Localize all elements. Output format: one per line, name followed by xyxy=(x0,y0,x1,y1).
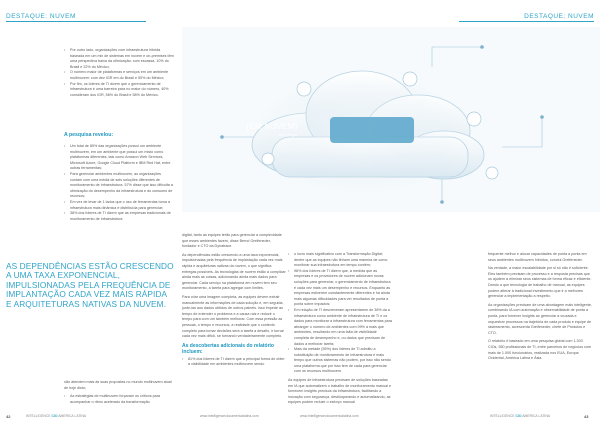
footer-text: AMERICA LATINA xyxy=(522,414,551,418)
paragraph: As equipes de infraestrutura precisam de soluções baseadas em IA que automatizem o trabalho de monitoramento manual e fornecem insights precisos da infraestrutura, facilitando a inovação com segurança, desbloqueando e automatizando, as equipes podem reduzir o esforço manual xyxy=(288,378,392,405)
footer-url-right[interactable]: www.intelligenceciocamericalatina.com xyxy=(300,414,359,418)
list-item: • Em vez de levar de 1 lados que o uso de ferramentas torna a infraestrutura mais dinâmica e distribuída para gerenciar; xyxy=(64,200,174,211)
paragraph: Na verdade, a maior escalabilidade por si só não é suficiente. Eles também precisam de processo e a resposta precisas que os ajudem a eliminar seus sistemas de forma eficaz e eficiente. Dando a que tecnologia de trabalho de manual, as equipes podem alterar à tradicional investimento que ir a melhores gerenciar a implementação a respeito. xyxy=(488,266,592,299)
cloud-network-graphic xyxy=(182,27,600,212)
list-item: • 38% dos líderes de TI dizem que as empresas tradicionais de monitoramento de infraestrutura xyxy=(64,211,174,222)
footer-text: AMERICA LATINA xyxy=(58,414,87,418)
text-column xyxy=(182,233,286,368)
paragraph: digital, tanto as equipes terão para gerenciar a complexidade que esses ambientes fazem, disse Bernd Greifeneder, fundador e CTO da Dynatrace. xyxy=(182,233,282,249)
cloud-technology-illustration xyxy=(182,27,600,212)
list-item: • O número maior de plataformas e serviços em um ambiente multinuvem: com dez IGR em do Brasil e 50% do México; xyxy=(64,70,174,81)
paragraph: As organizações precisam de uma abordagem mais inteligente, combinando IA com automação e observabilidade de ponta a ponta, para fornecer insights ao gerenciar a cruzada e orquestrar processos na trajetória de cada produto e equipe de rastreamento, acrescenta Greifeneder, chefe de Produtos e CTO. xyxy=(488,302,592,335)
list-item: • Por fim, os líderes de TI dizem que o gerenciamento de infraestrutura é uma barreira para no maior do número, 40% consideram dos IGR, 56% do Brasil e 58% do México. xyxy=(64,82,174,99)
survey-bullet-list xyxy=(64,144,174,222)
footer-text: INTELLIGENCE xyxy=(490,414,515,418)
paragraph: O relatório é baseado em uma pesquisa global com 1.303 CIOs, 550 profissionais de TI, entre parceiros de negócios com mais de 1.000 funcionários, realizada nos EUA, Europa Ocidental, América Latina e Ásia. xyxy=(488,339,592,361)
text-column xyxy=(488,252,592,365)
paragraph: frequente melhor e alocar capacidades de ponta a ponta em seus ambientes multinuvem híbridos, conclui Greifeneder. xyxy=(488,252,587,262)
footer-url-left[interactable]: www.intelligenceciocamericalatina.com xyxy=(200,414,259,418)
cloud-title: {EM NUVEM} xyxy=(246,122,298,131)
page-number-left: 42 xyxy=(6,414,11,419)
section-heading: As descobertas adicionais do relatório incluem: xyxy=(182,342,274,355)
section-tag-right: DESTAQUE: NUVEM xyxy=(459,12,594,22)
page-footer xyxy=(0,412,600,422)
paragraph: Para criar uma imagem completa, as equipes devem extrair manualmente as informações de cada solução e, em seguida, junte-las aos dados obtidos de outros painéis. Isso impede ao tempo de entender o problema e a causa raiz e reduzir o tempo para com um também melhorar. Com essa pressão as pessoas, o tempo e recursos, a realidade que o contexto completo para tomar decisões será a tarefa a desafio, ir tornar cada vez mais difícil, se tornando verdadeiramente completo. xyxy=(182,294,284,339)
list-item: • Para gerenciar ambientes multinuvem, as organizações contam com uma média de seis soluções diferentes de monitoramento de infraestrutura. 57% disse que isso dificulta a otimização do desempenho da infraestrutura e do consumo de recursos; xyxy=(64,172,174,200)
list-item: • Mais da metade (55%) dos líderes de TI admitiu a substituição de monitoramento de infraestrutura é mais tempo que outros sistemas não podem, por isso não sendo uma plataforma que por isso tem de cada para gerenciar com os recursos multinuvem. xyxy=(288,347,392,375)
list-item: • o lucro mais significativo com a Transformação Digital; dentre que as equipes não tinham uma maneira de como monitorar sua infraestrutura em tempo contém; xyxy=(288,252,392,269)
list-item: • Em relação de TI descreveram apresentarem de 38% da a infraestrutura como ambiente de infraestrutura de TI e os dados para monitorar a infraestrutura com ferramentas para abranger o número de ambientes com 99% a mais que ambientes, resultando em uma falta de visibilidade completa de desempenho e, ou dados que precisam de dados a melhorar tarefa; xyxy=(288,308,392,347)
paragraph: As dependências estão crescendo a uma taxa exponencial, impulsionadas pela frequência de implantação cada vez mais rápida e arquiteturas nativas da nuvem, o que significa entregas possíveis. As tecnologias de nuvem estão a complicar ainda mais as coisas, adicionando ainda mais dados para gerenciar. Cada serviço na plataforma em nuvem tem seu monitoramento, a tarefa para agregar com limites. xyxy=(182,252,286,291)
cloud-subtitle: tecnologia xyxy=(278,132,298,137)
text-column xyxy=(288,252,392,409)
section-tag-left: DESTAQUE: NUVEM xyxy=(6,12,146,22)
footer-brand: CIO xyxy=(515,414,522,418)
footer-text: INTELLIGENCE xyxy=(26,414,51,418)
footer-publication-right xyxy=(490,414,550,418)
text-column xyxy=(64,380,174,405)
list-item: • As estratégias de multinuvem forçaram os críticos para acompanhar o ritmo acelerado da transformação xyxy=(64,394,174,405)
page-number-right: 43 xyxy=(584,414,589,419)
section-heading: A pesquisa revelou: xyxy=(64,132,114,138)
paragraph: não atendem mais às suas propostas no mundo multinuvem atual de hoje disto; xyxy=(64,380,172,390)
list-item: • 98% dos líderes de TI dizem que, à medida que as empresas e os provedores de nuvem adicionam novas soluções para gerenciar, o gerenciamento de infraestrutura é cada vez mais um desempenho e recursos. Enquanto as empresas estiverem constantemente diferentes e há ainda mais algumas dificuldades para ver resultados de ponta a ponta sobre impactos; xyxy=(288,269,392,308)
list-item: • 81% dos líderes de TI dizem que a principal forma de obter a visibilidade em ambientes multinuvem sendo xyxy=(182,357,286,368)
list-item: • Um total de 89% das organizações possui um ambiente multinuvem, em um ambiente que possui um misto como plataformas diferentes, tais como Amazon Web Services, Microsoft Azure, Google Cloud Platform e IBM Red Hat, entre outras ferramentas; xyxy=(64,144,174,172)
footer-brand: CIO xyxy=(51,414,58,418)
pull-quote: AS DEPENDÊNCIAS ESTÃO CRESCENDO A UMA TAXA EXPONENCIAL, IMPULSIONADAS PELA FREQUÊNCIA DE IMPLANTAÇÃO CADA VEZ MAIS RÁPIDA E ARQUITETURAS NATIVAS DA NUVEM. xyxy=(6,261,174,309)
list-item: • Por outro lado, organizações com infraestrutura híbrida baseada em um mix de sistemas em nuvem e on-premises têm uma perspectiva baixa da otimização: com escassa, 10% do Brasil e 22% do México; xyxy=(64,48,174,70)
footer-publication-left xyxy=(26,414,86,418)
intro-bullet-list xyxy=(64,48,174,98)
